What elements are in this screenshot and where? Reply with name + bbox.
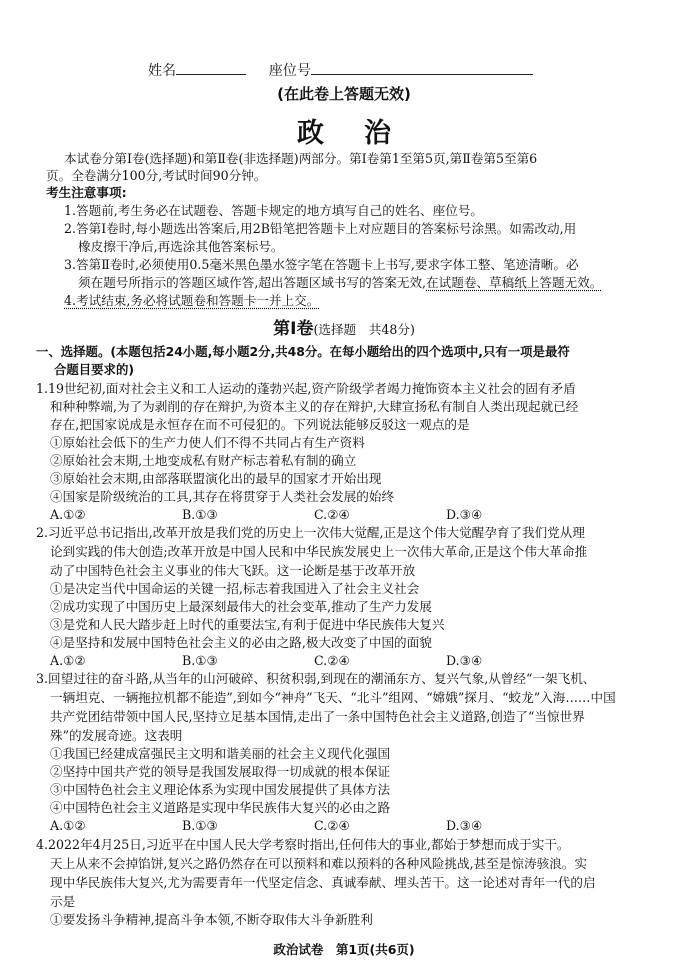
seat-label: 座位号	[268, 63, 311, 79]
question-3-line: 殊”的发展奇迹。这表明	[50, 728, 183, 743]
section-title: 合题目要求的)	[54, 362, 135, 377]
part1-title: 第Ⅰ卷	[273, 319, 314, 339]
option-a[interactable]: A.①②	[50, 653, 86, 668]
question-3-item: ①我国已经建成富强民主文明和谐美丽的社会主义现代化强国	[50, 746, 391, 761]
option-d[interactable]: D.③④	[446, 818, 483, 833]
question-4-item: ①要发扬斗争精神,提高斗争本领,不断夺取伟大斗争新胜利	[50, 912, 373, 927]
question-4-line: 现中华民族伟大复兴,尤为需要青年一代坚定信念、真诚奉献、埋头苦干。这一论述对青年一代的启	[50, 875, 596, 890]
question-3-item: ②坚持中国共产党的领导是我国发展取得一切成就的根本保证	[50, 764, 391, 779]
question-3-line: 一辆坦克、一辆拖拉机都不能造”,到如今“神舟”飞天、“北斗”组网、“嫦娥”探月、“蛟龙”入海……中国	[50, 690, 616, 705]
option-d[interactable]: D.③④	[446, 653, 483, 668]
question-2-line: 动了中国特色社会主义事业的伟大飞跃。这一论断是基于改革开放	[50, 563, 416, 578]
option-a[interactable]: A.①②	[50, 818, 86, 833]
question-2-line: 2.习近平总书记指出,改革开放是我们党的历史上一次伟大觉醒,正是这个伟大觉醒孕育了我们党从理	[36, 525, 585, 540]
question-3-item: ④中国特色社会主义道路是实现中华民族伟大复兴的必由之路	[50, 800, 391, 815]
question-2-item: ③是党和人民大踏步赶上时代的重要法宝,有利于促进中华民族伟大复兴	[50, 617, 445, 632]
option-a[interactable]: A.①②	[50, 507, 86, 522]
question-3-line: 3.回望过往的奋斗路,从当年的山河破碎、积贫积弱,到现在的潮涌东方、复兴气象,从曾经“一架飞机、	[36, 671, 596, 686]
option-c[interactable]: C.②④	[314, 818, 350, 833]
question-4-line: 4.2022年4月25日,习近平在中国人民大学考察时指出,任何伟大的事业,都始于梦想而成于实干。	[36, 837, 570, 852]
instruction-line: 橡皮擦干净后,再选涂其他答案标号。	[78, 239, 284, 254]
candidate-info	[148, 60, 533, 80]
question-3-item: ③中国特色社会主义理论体系为实现中国发展提供了具体方法	[50, 782, 391, 797]
instruction-text: 须在题号所指示的答题区域作答,超出答题区域书写的答案无效,	[78, 275, 427, 290]
seat-blank	[311, 62, 533, 75]
question-1-options	[50, 506, 578, 523]
instruction-emphasis: 4.考试结束,务必将试题卷和答题卡一并上交。	[64, 293, 320, 308]
option-c[interactable]: C.②④	[314, 507, 350, 522]
part1-subtitle: (选择题 共48分)	[313, 322, 415, 337]
section-title: 一、选择题。(本题包括24小题,每小题2分,共48分。在每小题给出的四个选项中,只有一项是最符	[36, 344, 570, 359]
question-1-line: 存在,把国家说成是永恒存在而不可侵犯的。下列说法能够反驳这一观点的是	[50, 417, 470, 432]
option-b[interactable]: B.①③	[182, 653, 218, 668]
name-label: 姓名	[148, 63, 176, 79]
question-1-line: 1.19世纪初,面对社会主义和工人运动的蓬勃兴起,资产阶级学者竭力掩饰资本主义社会的固有矛盾	[36, 381, 576, 396]
question-2-item: ②成功实现了中国历史上最深刻最伟大的社会变革,推动了生产力发展	[50, 599, 432, 614]
question-1-item: ④国家是阶级统治的工具,其存在将贯穿于人类社会发展的始终	[50, 489, 395, 504]
option-c[interactable]: C.②④	[314, 653, 350, 668]
question-2-item: ①是决定当代中国命运的关键一招,标志着我国进入了社会主义社会	[50, 581, 420, 596]
intro-line: 本试卷分第Ⅰ卷(选择题)和第Ⅱ卷(非选择题)两部分。第Ⅰ卷第1至第5页,第Ⅱ卷第5至第6	[64, 151, 538, 166]
page-title: 政治	[297, 118, 431, 149]
question-1-item: ③原始社会末期,由部落联盟演化出的最早的国家才开始出现	[50, 471, 382, 486]
instruction-line	[78, 274, 602, 291]
notice: (在此卷上答题无效)	[277, 85, 411, 103]
instruction-line: 1.答题前,考生务必在试题卷、答题卡规定的地方填写自己的姓名、座位号。	[64, 203, 484, 218]
question-2-line: 论到实践的伟大创造;改革开放是中国人民和中华民族发展史上一次伟大革命,正是这个伟大革命推	[50, 544, 588, 559]
question-3-line: 共产党团结带领中国人民,坚持立足基本国情,走出了一条中国特色社会主义道路,创造了“当惊世界	[50, 709, 585, 724]
page-footer: 政治试卷 第1页(共6页)	[273, 942, 415, 957]
name-blank	[176, 62, 246, 75]
option-d[interactable]: D.③④	[446, 507, 483, 522]
instruction-line	[64, 292, 319, 309]
question-2-options	[50, 652, 578, 669]
intro-line: 页。全卷满分100分,考试时间90分钟。	[46, 168, 267, 183]
question-2-item: ④是坚持和发展中国特色社会主义的必由之路,极大改变了中国的面貌	[50, 635, 432, 650]
question-4-line: 天上从来不会掉馅饼,复兴之路仍然存在可以预料和难以预料的各种风险挑战,甚至是惊涛骇浪。实	[50, 856, 587, 871]
option-b[interactable]: B.①③	[182, 507, 218, 522]
instruction-emphasis: 在试题卷、草稿纸上答题无效。	[426, 275, 603, 290]
instruction-line: 3.答第Ⅱ卷时,必须使用0.5毫米黑色墨水签字笔在答题卡上书写,要求字体工整、笔迹清晰。必	[64, 257, 579, 272]
question-1-item: ②原始社会末期,土地变成私有财产标志着私有制的确立	[50, 453, 357, 468]
instruction-line: 2.答第Ⅰ卷时,每小题选出答案后,用2B铅笔把答题卡上对应题目的答案标号涂黑。如需改动,用	[64, 221, 577, 236]
question-1-item: ①原始社会低下的生产力使人们不得不共同占有生产资料	[50, 435, 365, 450]
instructions-title: 考生注意事项:	[46, 185, 127, 200]
question-3-options	[50, 817, 578, 834]
option-b[interactable]: B.①③	[182, 818, 218, 833]
question-4-line: 示是	[50, 894, 76, 909]
part1-heading	[0, 314, 688, 339]
question-1-line: 和种种弊端,为了为剥削的存在辩护,为资本主义的存在辩护,大肆宣扬私有制自人类出现起就已经	[50, 399, 579, 414]
